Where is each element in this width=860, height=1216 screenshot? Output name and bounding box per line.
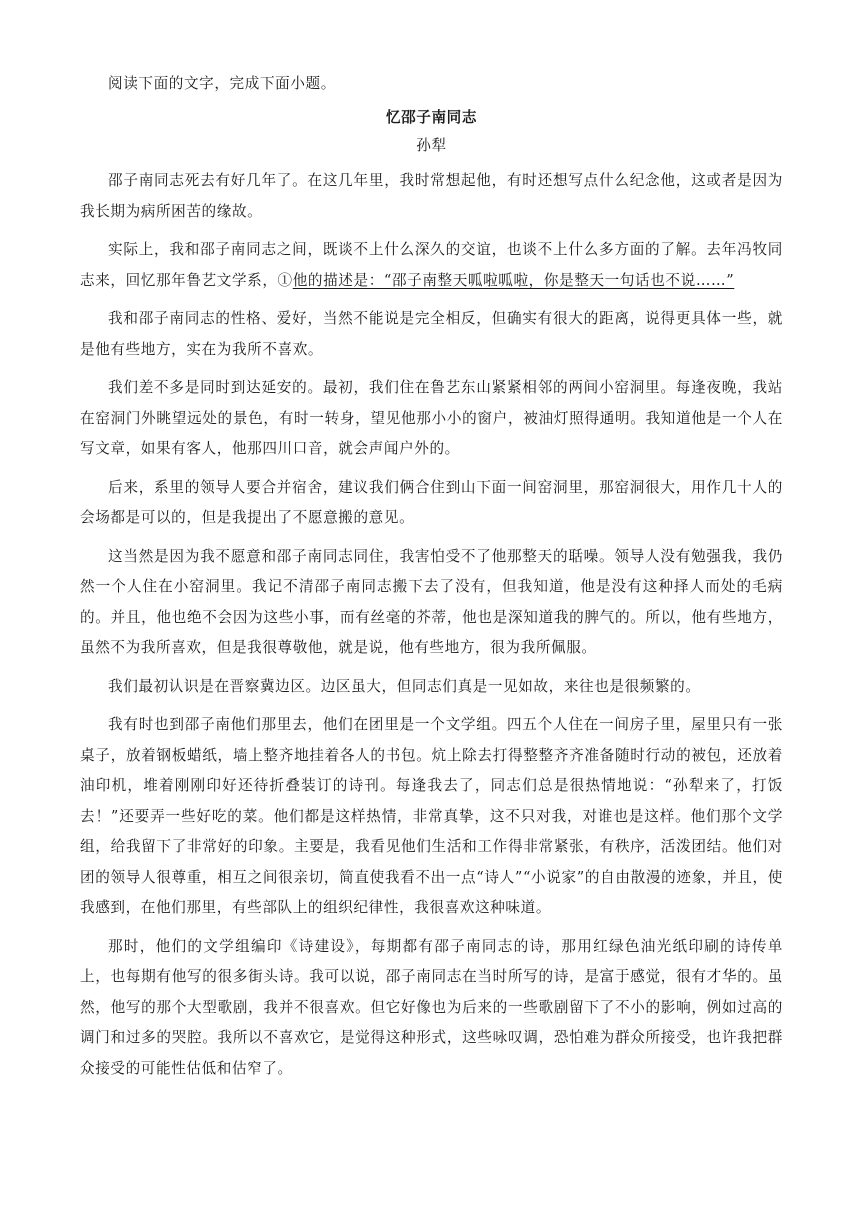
paragraph-2 bbox=[80, 235, 783, 296]
paragraph-1: 邵子南同志死去有好几年了。在这几年里，我时常想起他，有时还想写点什么纪念他，这或者是因为我长期为病所困苦的缘故。 bbox=[80, 172, 783, 220]
paragraph-9: 那时，他们的文学组编印《诗建设》，每期都有邵子南同志的诗，那用红绿色油光纸印刷的诗传单上，也每期有他写的很多街头诗。我可以说，邵子南同志在当时所写的诗，是富于感觉，很有才华的。虽然，他写的那个大型歌剧，我并不很喜欢。但它好像也为后来的一些歌剧留下了不小的影响，例如过高的调门和过多的哭腔。我所以不喜欢它，是觉得这种形式，这些咏叹调，恐怕难为群众所接受，也许我把群众接受的可能性估低和估窄了。 bbox=[80, 937, 783, 1077]
instruction: 阅读下面的文字，完成下面小题。 bbox=[108, 75, 336, 92]
underlined-quote: 他的描述是：“邵子南整天呱啦呱啦，你是整天一句话也不说……” bbox=[292, 271, 735, 289]
paragraph-7: 我们最初认识是在晋察冀边区。边区虽大，但同志们真是一见如故，来往也是很频繁的。 bbox=[108, 677, 701, 695]
article-title: 忆邵子南同志 bbox=[385, 109, 478, 126]
paragraph-4: 我们差不多是同时到达延安的。最初，我们住在鲁艺东山紧紧相邻的两间小窑洞里。每逢夜晚，我站在窑洞门外眺望远处的景色，有时一转身，望见他那小小的窗户，被油灯照得通明。我知道他是一个人在写文章，如果有客人，他那四川口音，就会声闻户外的。 bbox=[80, 379, 783, 457]
paragraph-2-text: 实际上，我和邵子南同志之间，既谈不上什么深久的交谊，也谈不上什么多方面的了解。去年冯牧同志来，回忆那年鲁艺文学系，① bbox=[80, 241, 783, 289]
paragraph-6: 这当然是因为我不愿意和邵子南同志同住，我害怕受不了他那整天的聒噪。领导人没有勉强我，我仍然一个人住在小窑洞里。我记不清邵子南同志搬下去了没有，但我知道，他是没有这种择人而处的毛病的。并且，他也绝不会因为这些小事，而有丝毫的芥蒂，他也是深知道我的脾气的。所以，他有些地方，虽然不为我所喜欢，但是我很尊敬他，就是说，他有些地方，很为我所佩服。 bbox=[80, 547, 783, 656]
paragraph-8: 我有时也到邵子南他们那里去，他们在团里是一个文学组。四五个人住在一间房子里，屋里只有一张桌子，放着钢板蜡纸，墙上整齐地挂着各人的书包。炕上除去打得整整齐齐准备随时行动的被包，还放着油印机，堆着刚刚印好还待折叠装订的诗刊。每逢我去了，同志们总是很热情地说：“孙犁来了，打饭去！”还要弄一些好吃的菜。他们都是这样热情，非常真挚，这不只对我，对谁也是这样。他们那个文学组，给我留下了非常好的印象。主要是，我看见他们生活和工作得非常紧张，有秩序，活泼团结。他们对团的领导人很尊重，相互之间很亲切，简直使我看不出一点“诗人”“小说家”的自由散漫的迹象，并且，使我感到，在他们那里，有些部队上的组织纪律性，我很喜欢这种味道。 bbox=[80, 716, 783, 916]
article-author: 孙犁 bbox=[416, 137, 447, 154]
paragraph-3: 我和邵子南同志的性格、爱好，当然不能说是完全相反，但确实有很大的距离，说得更具体一些，就是他有些地方，实在为我所不喜欢。 bbox=[80, 310, 783, 358]
paragraph-5: 后来，系里的领导人要合并宿舍，建议我们俩合住到山下面一间窑洞里，那窑洞很大，用作几十人的会场都是可以的，但是我提出了不愿意搬的意见。 bbox=[80, 478, 783, 526]
